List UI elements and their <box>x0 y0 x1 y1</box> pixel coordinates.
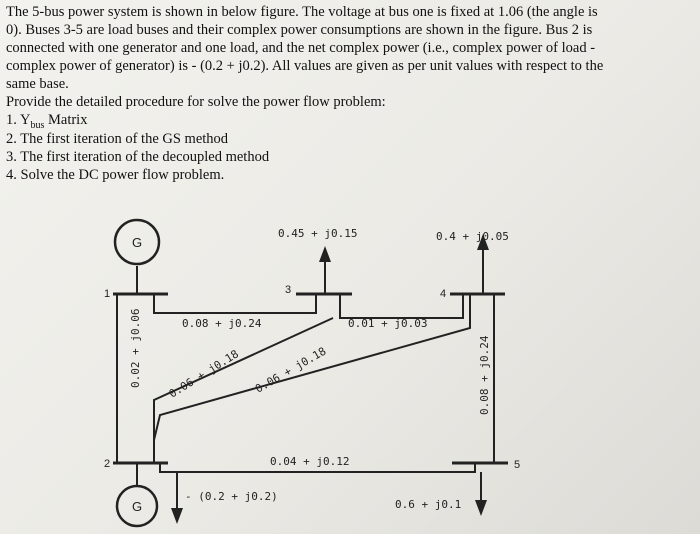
load-3-arrow <box>319 246 331 262</box>
task-2-text: The first iteration of the GS method <box>20 131 229 147</box>
task-1-ybus: Y <box>19 112 31 128</box>
problem-line-4: complex power of generator) is - (0.2 + j0.2). All values are given as per unit values with respect to the <box>6 58 604 74</box>
task-4-text: Solve the DC power flow problem. <box>20 167 225 183</box>
problem-line-1: The 5-bus power system is shown in below figure. The voltage at bus one is fixed at 1.06 (the angle is <box>6 4 598 20</box>
task-1-text: Matrix <box>44 112 88 128</box>
task-1-ybus-subscript: bus <box>30 119 45 131</box>
line-1-2-impedance: 0.02 + j0.06 <box>129 308 142 388</box>
problem-line-2: 0). Buses 3-5 are load buses and their complex power consumptions are shown in the figure. Bus 2 is <box>6 22 593 38</box>
line-3-4-impedance: 0.01 + j0.03 <box>348 317 428 330</box>
line-2-3-impedance: 0.06 + j0.18 <box>166 347 241 401</box>
problem-instruction: Provide the detailed procedure for solve the power flow problem: <box>6 94 386 110</box>
line-2-4-impedance: 0.06 + j0.18 <box>253 344 329 396</box>
generator-2-label: G <box>131 499 143 514</box>
line-1-3 <box>154 294 316 313</box>
bus-4-label: 4 <box>440 288 447 300</box>
task-1-number: 1. <box>6 112 17 128</box>
load-2-value: - (0.2 + j0.2) <box>185 490 278 503</box>
load-4-value: 0.4 + j0.05 <box>436 230 509 243</box>
bus-5-label: 5 <box>514 459 521 471</box>
load-3-value: 0.45 + j0.15 <box>278 227 358 240</box>
load-5-arrow <box>475 500 487 516</box>
line-2-5-impedance: 0.04 + j0.12 <box>270 455 350 468</box>
task-4-number: 4. <box>6 167 17 183</box>
line-4-5-impedance: 0.08 + j0.24 <box>478 335 491 415</box>
line-1-3-impedance: 0.08 + j0.24 <box>182 317 262 330</box>
task-2-number: 2. <box>6 131 17 147</box>
task-3-text: The first iteration of the decoupled method <box>20 149 270 165</box>
load-5-value: 0.6 + j0.1 <box>395 498 462 511</box>
problem-line-3: connected with one generator and one load, and the net complex power (i.e., complex power of load - <box>6 40 596 56</box>
task-3-number: 3. <box>6 149 17 165</box>
bus-2-label: 2 <box>104 458 111 470</box>
load-2-arrow <box>171 508 183 524</box>
bus-3-label: 3 <box>285 284 292 296</box>
generator-1-label: G <box>131 235 143 250</box>
bus-1-label: 1 <box>104 288 111 300</box>
problem-line-5: same base. <box>6 76 69 92</box>
